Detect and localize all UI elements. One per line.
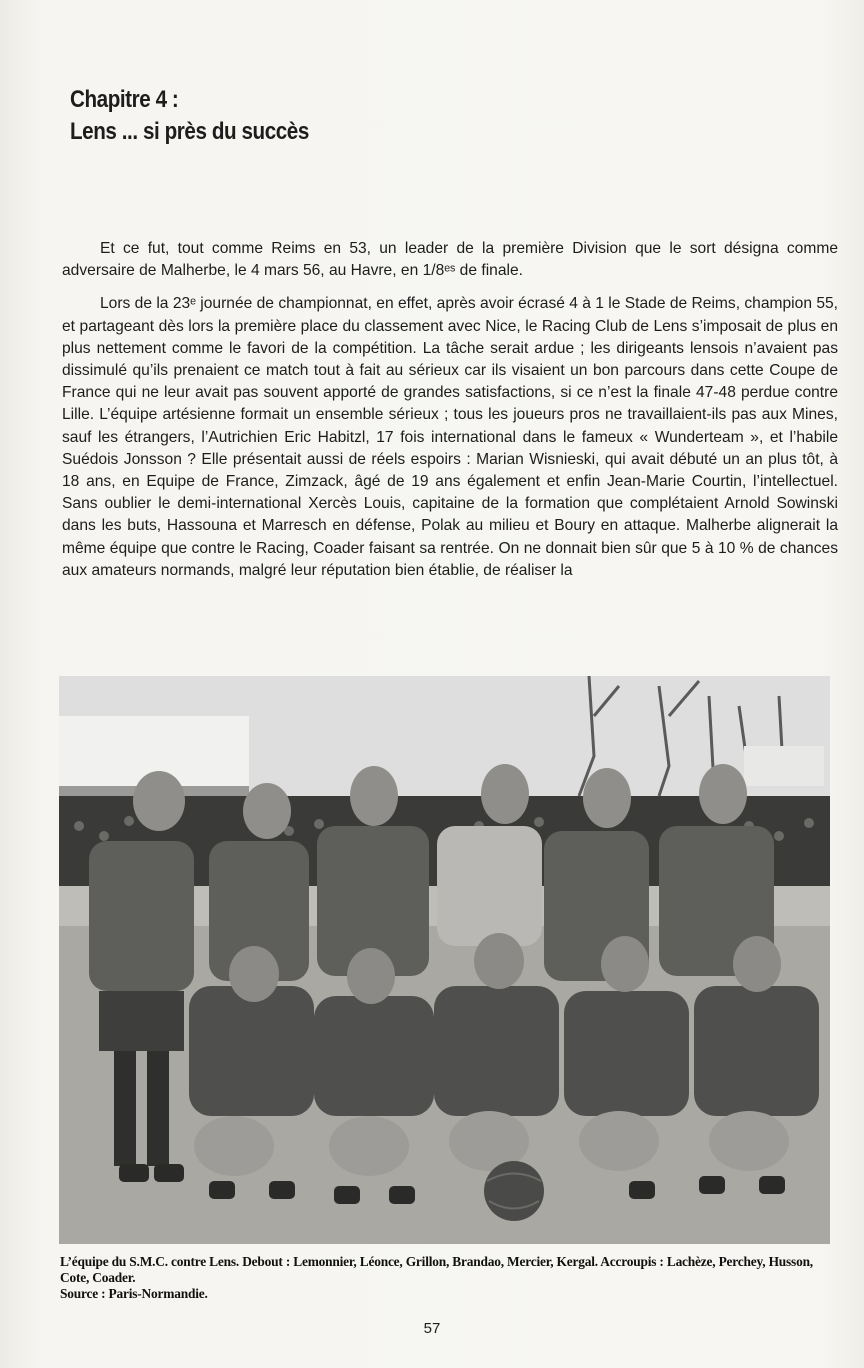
paragraph-1: Et ce fut, tout comme Reims en 53, un leader de la première Division que le sort désigna comme adversaire de Malherbe, le 4 mars 56, au Havre, en 1/8ᵉˢ de finale.: [62, 240, 838, 280]
team-photo-drawing: [59, 676, 830, 1244]
chapter-subtitle: Lens ... si près du succès: [70, 118, 309, 145]
paragraph-2: Lors de la 23ᵉ journée de championnat, en effet, après avoir écrasé 4 à 1 le Stade de Reims, champion 55, et partageant dès lors la première place du classement avec Nice, le Racing Club de Lens s’imposait de plus en plus nettement comme le favori de la compétition. La tâche serait ardue ; les dirigeants lensois n’avaient pas dissimulé qu’ils prenaient ce match tout à fait au sérieux car ils visaient un bon parcours dans cette Coupe de France qui ne leur avait pas souvent apporté de grandes satisfactions, si ce n’est la finale 47-48 perdue contre Lille. L’équipe artésienne formait un ensemble sérieux ; tous les joueurs pros ne travaillaient-ils pas aux Mines, sauf les étrangers, l’Autrichien Eric Habitzl, 17 fois international dans le fameux « Wunderteam », et l’habile Suédois Jonsson ? Elle présentait aussi de réels espoirs : Marian Wisnieski, qui avait débuté un an plus tôt, à 18 ans, en Equipe de France, Zimzack, âgé de 19 ans également et enfin Jean-Marie Courtin, l’intellectuel. Sans oublier le demi-international Xercès Louis, capitaine de la formation que complétaient Arnold Sowinski dans les buts, Hassouna et Marresch en défense, Polak au milieu et Boury en attaque. Malherbe alignerait la même équipe que contre le Racing, Coader faisant sa rentrée. On ne donnait bien sûr que 5 à 10 % de chances aux amateurs normands, malgré leur réputation bien établie, de réaliser la: [62, 295, 838, 579]
chapter-body: [62, 238, 838, 593]
team-photo: [59, 676, 830, 1244]
page-number: 57: [423, 1320, 441, 1337]
chapter-title: Chapitre 4 :: [70, 86, 179, 113]
caption-text: L’équipe du S.M.C. contre Lens. Debout : Lemonnier, Léonce, Grillon, Brandao, Mercier, Kergal. Accroupis : Lachèze, Perchey, Husson, Cote, Coader.: [60, 1254, 813, 1285]
caption-source: Source : Paris-Normandie.: [60, 1286, 208, 1301]
photo-caption: [60, 1254, 834, 1302]
